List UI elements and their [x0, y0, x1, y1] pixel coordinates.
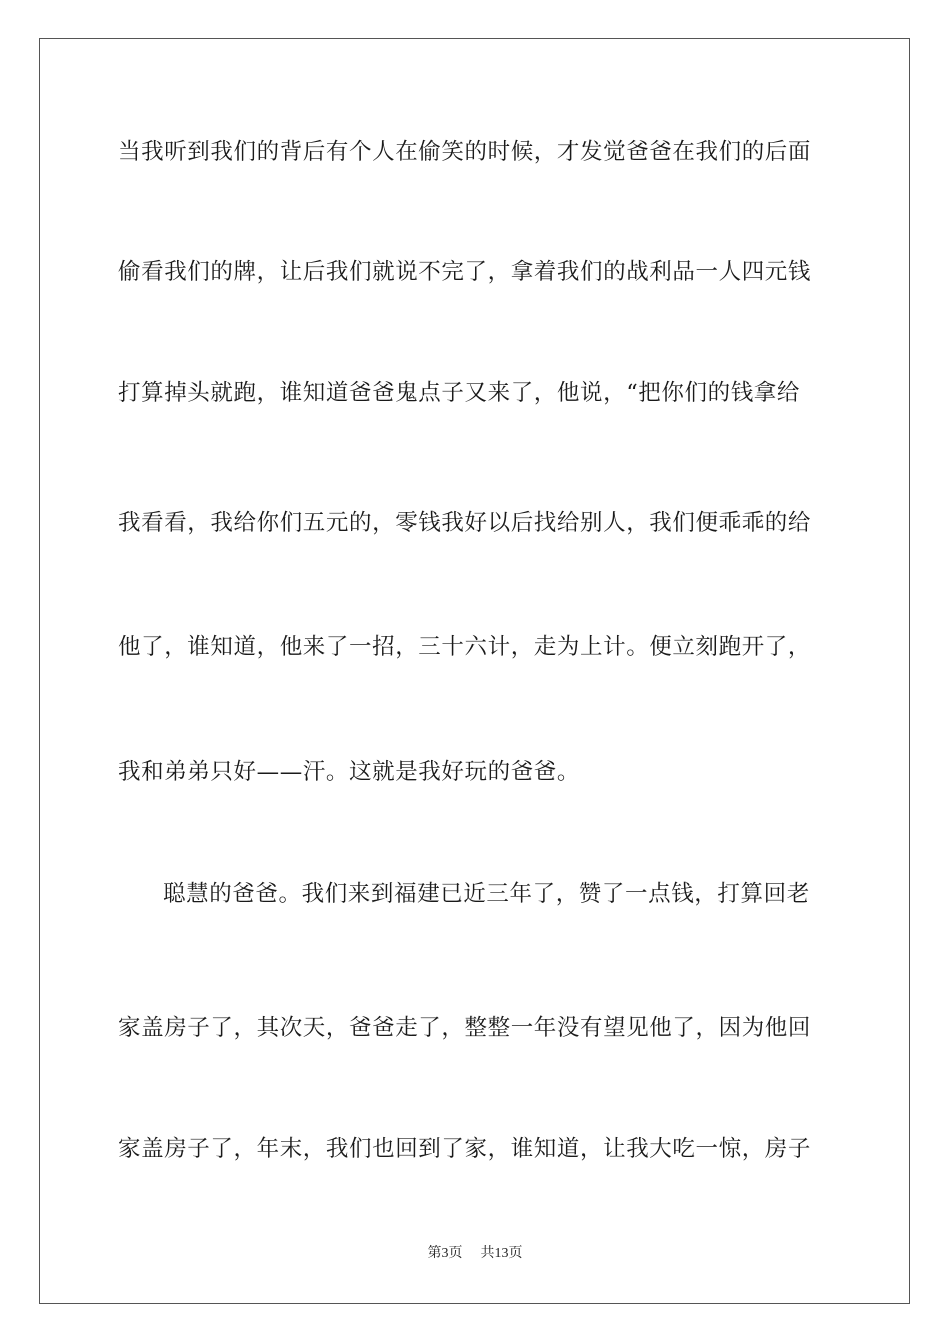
paragraph-line: 偷看我们的牌，让后我们就说不完了，拿着我们的战利品一人四元钱: [118, 259, 812, 285]
paragraph-line: 当我听到我们的背后有个人在偷笑的时候，才发觉爸爸在我们的后面: [118, 139, 812, 165]
paragraph-line: 他了，谁知道，他来了一招，三十六计，走为上计。便立刻跑开了，: [118, 634, 812, 660]
page-footer: [0, 1244, 950, 1264]
paragraph-line-indented: 聪慧的爸爸。我们来到福建已近三年了，赞了一点钱，打算回老: [163, 881, 810, 907]
paragraph-line: 打算掉头就跑，谁知道爸爸鬼点子又来了，他说，“把你们的钱拿给: [118, 380, 801, 406]
paragraph-line: 我看看，我给你们五元的，零钱我好以后找给别人，我们便乖乖的给: [118, 510, 812, 536]
paragraph-line: 我和弟弟只好——汗。这就是我好玩的爸爸。: [118, 759, 581, 785]
page-number: 第3页: [427, 1246, 463, 1261]
page-total: 共13页: [480, 1246, 523, 1261]
page-border: [39, 38, 910, 1304]
paragraph-line: 家盖房子了，年末，我们也回到了家，谁知道，让我大吃一惊，房子: [118, 1136, 812, 1162]
paragraph-line: 家盖房子了，其次天，爸爸走了，整整一年没有望见他了，因为他回: [118, 1015, 812, 1041]
